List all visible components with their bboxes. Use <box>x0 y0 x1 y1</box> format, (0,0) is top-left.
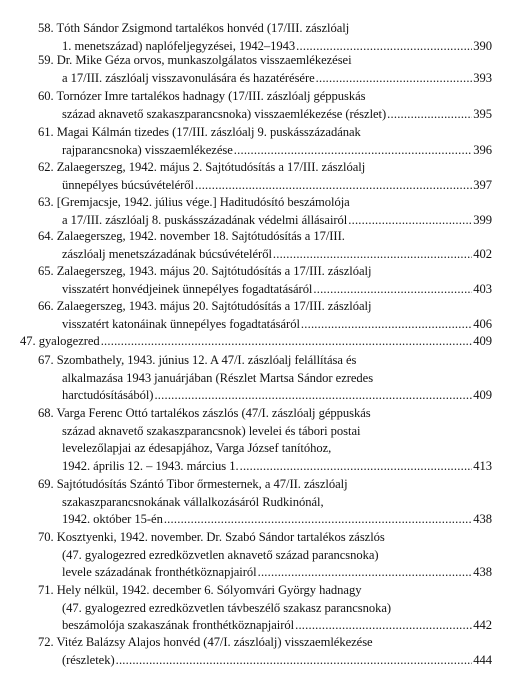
toc-entry-line: 64. Zalaegerszeg, 1942. november 18. Sajtótudósítás a 17/III. <box>38 229 345 243</box>
dot-leader <box>154 387 472 405</box>
toc-page-number: 393 <box>473 70 492 85</box>
toc-entry-line: 59. Dr. Mike Géza orvos, munkaszolgálatos visszaemlékezései <box>38 53 352 67</box>
toc-entry-text: 1. menetszázad) naplófeljegyzései, 1942–1943 <box>62 38 296 53</box>
toc-entry-line: 68. Varga Ferenc Ottó tartalékos zászlós (47/I. zászlóalj géppuskás <box>38 406 371 420</box>
dot-leader <box>301 316 472 334</box>
toc-entry-line <box>62 458 492 476</box>
toc-entry-text: harctudósításából) <box>62 388 154 403</box>
dot-leader <box>316 70 473 88</box>
toc-entry-text: század aknavető szakaszparancsnoka) visszaemlékezése (részlet) <box>62 106 387 121</box>
toc-page-number: 402 <box>473 246 492 261</box>
dot-leader <box>101 333 473 351</box>
dot-leader <box>240 458 473 476</box>
dot-leader <box>273 246 472 264</box>
dot-leader <box>348 212 472 230</box>
toc-page-number: 390 <box>473 38 492 53</box>
toc-entry-line: (47. gyalogezred ezredközvetlen távbeszélő szakasz parancsnoka) <box>62 600 392 615</box>
toc-entry-text: (részletek) <box>62 652 115 667</box>
toc-entry-line <box>62 246 492 264</box>
toc-entry-line <box>62 564 492 582</box>
toc-entry-line: 70. Kosztyenki, 1942. november. Dr. Szabó Sándor tartalékos zászlós <box>38 530 385 544</box>
dot-leader <box>295 617 472 635</box>
toc-entry-line <box>62 387 492 405</box>
toc-entry-line: (47. gyalogezred ezredközvetlen aknavető század parancsnoka) <box>62 547 379 562</box>
toc-entry-line <box>62 177 492 195</box>
toc-page-number: 399 <box>473 212 492 227</box>
dot-leader <box>387 106 472 124</box>
dot-leader <box>313 281 472 299</box>
toc-entry-line: 61. Magai Kálmán tizedes (17/III. zászlóalj 9. puskásszázadának <box>38 125 361 139</box>
toc-page-number: 413 <box>473 458 492 473</box>
toc-page-number: 406 <box>473 316 492 331</box>
toc-entry-line <box>62 70 492 88</box>
toc-entry-line <box>62 652 492 670</box>
toc-page-number: 409 <box>473 388 492 403</box>
toc-entry-text: a 17/III. zászlóalj visszavonulására és hazatérésére <box>62 70 315 85</box>
toc-entry-text: levele századának fronthétköznapjairól <box>62 565 257 580</box>
toc-entry-text: 1942. április 12. – 1943. március 1. <box>62 458 239 473</box>
toc-page-number: 396 <box>473 142 492 157</box>
dot-leader <box>164 511 472 529</box>
toc-entry-line <box>62 212 492 230</box>
toc-page-number: 438 <box>473 512 492 527</box>
toc-page-number: 403 <box>473 281 492 296</box>
toc-entry-line <box>20 333 492 351</box>
toc-entry-line: 58. Tóth Sándor Zsigmond tartalékos honvéd (17/III. zászlóalj <box>38 21 350 35</box>
toc-page-number: 409 <box>473 334 492 348</box>
toc-page-number: 444 <box>473 652 492 667</box>
toc-page-number: 438 <box>473 565 492 580</box>
toc-entry-text: visszatért katonáinak ünnepélyes fogadtatásáról <box>62 316 300 331</box>
toc-entry-text: 47. gyalogezred <box>20 334 100 348</box>
toc-entry-line: 71. Hely nélkül, 1942. december 6. Sólyomvári György hadnagy <box>38 583 362 597</box>
toc-entry-line: 66. Zalaegerszeg, 1943. május 20. Sajtótudósítás a 17/III. zászlóalj <box>38 299 372 313</box>
toc-entry-line: 65. Zalaegerszeg, 1943. május 20. Sajtótudósítás a 17/III. zászlóalj <box>38 264 372 278</box>
toc-entry-text: beszámolója szakaszának fronthétköznapjairól <box>62 618 295 633</box>
toc-entry-text: 1942. október 15-én <box>62 512 163 527</box>
toc-entry-line <box>62 316 492 334</box>
toc-entry-line: alkalmazása 1943 januárjában (Részlet Martsa Sándor ezredes <box>62 370 374 385</box>
toc-entry-line <box>62 511 492 529</box>
toc-entry-text: zászlóalj menetszázadának búcsúvételéről <box>62 246 272 261</box>
toc-entry-text: ünnepélyes búcsúvételéről <box>62 177 194 192</box>
toc-entry-line <box>62 106 492 124</box>
toc-entry-line: 62. Zalaegerszeg, 1942. május 2. Sajtótudósítás a 17/III. zászlóalj <box>38 160 366 174</box>
toc-entry-text: visszatért honvédjeinek ünnepélyes fogadtatásáról <box>62 281 313 296</box>
toc-entry-line: levelezőlapjai az édesapjához, Varga József tanítóhoz, <box>62 441 332 456</box>
toc-entry-line: szakaszparancsnokának vállalkozásáról Rudkinónál, <box>62 494 324 509</box>
toc-page-number: 395 <box>473 106 492 121</box>
toc-entry-line <box>62 617 492 635</box>
toc-entry-line <box>62 142 492 160</box>
toc-entry-line: 69. Sajtótudósítás Szántó Tibor őrmesternek, a 47/II. zászlóalj <box>38 477 348 491</box>
dot-leader <box>116 652 473 670</box>
dot-leader <box>234 142 472 160</box>
toc-entry-text: rajparancsnoka) visszaemlékezése <box>62 142 233 157</box>
toc-entry-text: a 17/III. zászlóalj 8. puskásszázadának védelmi állásairól <box>62 212 348 227</box>
toc-entry-line: 60. Tornózer Imre tartalékos hadnagy (17/III. zászlóalj géppuskás <box>38 89 366 103</box>
toc-entry-line: 63. [Gremjacsje, 1942. július vége.] Haditudósító beszámolója <box>38 195 350 209</box>
toc-entry-line: század aknavető szakaszparancsnok) levelei és tábori postai <box>62 423 361 438</box>
dot-leader <box>258 564 473 582</box>
toc-entry-line <box>62 281 492 299</box>
toc-page-number: 442 <box>473 618 492 633</box>
dot-leader <box>195 177 472 195</box>
toc-entry-line: 67. Szombathely, 1943. június 12. A 47/I. zászlóalj felállítása és <box>38 353 357 367</box>
toc-page-number: 397 <box>473 177 492 192</box>
toc-entry-line: 72. Vitéz Balázsy Alajos honvéd (47/I. zászlóalj) visszaemlékezése <box>38 635 373 649</box>
